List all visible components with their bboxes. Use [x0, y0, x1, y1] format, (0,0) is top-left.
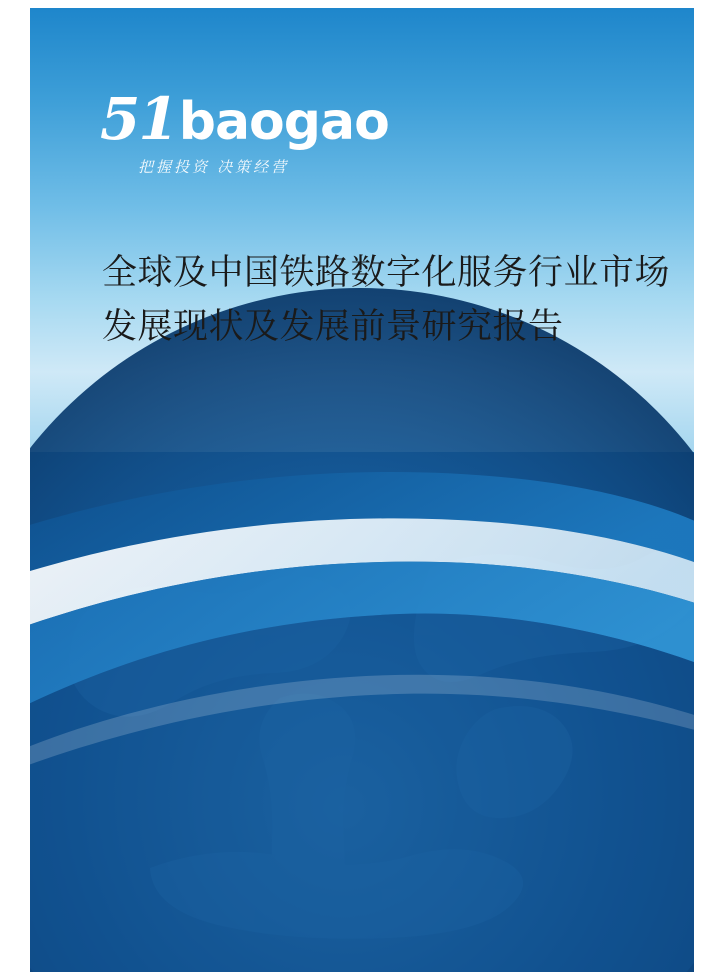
logo — [100, 85, 389, 180]
wave-deep — [30, 613, 694, 972]
cover-artwork — [30, 8, 694, 972]
report-title-line-2: 发展现状及发展前景研究报告 — [102, 307, 564, 346]
logo-wordmark: baogao — [178, 92, 389, 152]
logo-mark: 51 — [100, 85, 177, 153]
logo-main — [100, 85, 389, 153]
report-title — [102, 246, 671, 354]
report-title-line-1: 全球及中国铁路数字化服务行业市场 — [102, 253, 671, 292]
logo-tagline: 把握投资 决策经营 — [138, 159, 290, 176]
